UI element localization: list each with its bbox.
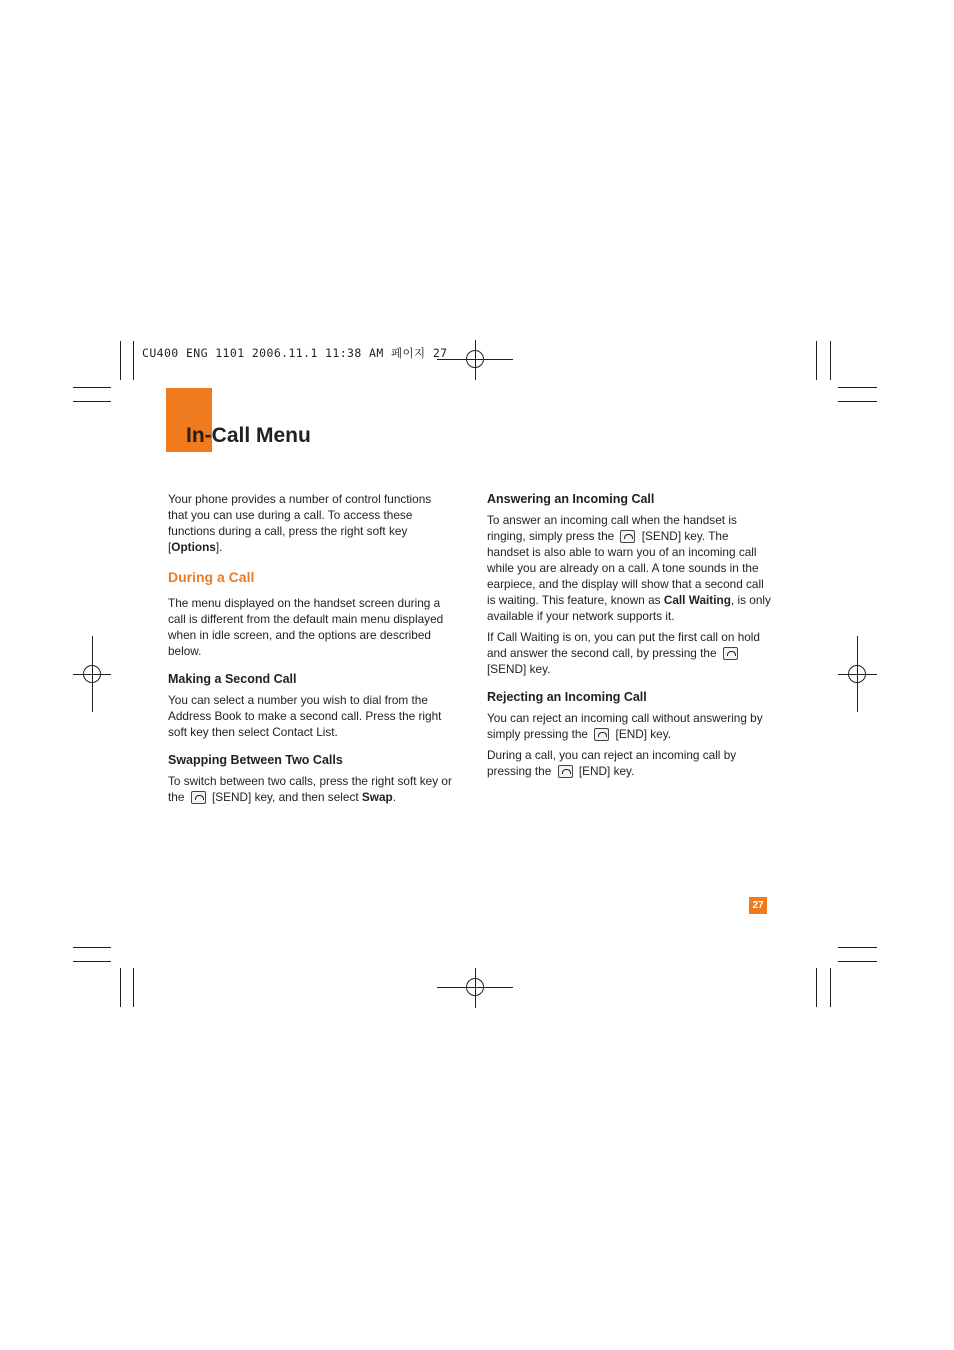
title-rest: Call Menu xyxy=(211,424,311,447)
left-column xyxy=(168,491,453,810)
send-key-icon xyxy=(191,791,206,804)
end-key-icon xyxy=(558,765,573,778)
during-call-text: The menu displayed on the handset screen during a call is different from the default main menu displayed when in idle screen, and the options are described below. xyxy=(168,596,444,658)
title-prefix: In- xyxy=(186,424,212,447)
reject-call-heading: Rejecting an Incoming Call xyxy=(487,690,647,704)
end-key-icon xyxy=(594,728,609,741)
second-call-text: You can select a number you wish to dial from the Address Book to make a second call. Press the right soft key then select Contact List. xyxy=(168,693,442,739)
reject-call-text-2: During a call, you can reject an incoming call by pressing the [END] key. xyxy=(487,748,737,778)
send-key-icon xyxy=(723,647,738,660)
swap-keyword: Swap xyxy=(361,790,393,804)
reject-call-text-1: You can reject an incoming call without answering by simply pressing the [END] key. xyxy=(487,711,763,741)
page-title xyxy=(186,424,311,448)
send-key-icon xyxy=(620,530,635,543)
swap-calls-text: To switch between two calls, press the right soft key or the [SEND] key, and then select Swap. xyxy=(168,774,452,804)
answer-call-heading: Answering an Incoming Call xyxy=(487,492,655,506)
second-call-heading: Making a Second Call xyxy=(168,672,297,686)
options-keyword: Options xyxy=(171,540,216,554)
page-number: 27 xyxy=(749,897,767,914)
intro-paragraph: Your phone provides a number of control functions that you can use during a call. To access these functions during a call, press the right soft key [Options]. xyxy=(168,492,432,554)
right-column xyxy=(487,479,772,784)
call-waiting-text: If Call Waiting is on, you can put the first call on hold and answer the second call, by pressing the [SEND] key. xyxy=(487,630,760,676)
during-call-heading: During a Call xyxy=(168,569,255,585)
print-slug-line: CU400 ENG 1101 2006.11.1 11:38 AM 페이지 27 xyxy=(142,346,448,360)
swap-calls-heading: Swapping Between Two Calls xyxy=(168,753,343,767)
call-waiting-keyword: Call Waiting xyxy=(663,593,731,607)
answer-call-text: To answer an incoming call when the handset is ringing, simply press the [SEND] key. The handset is also able to warn you of an incoming call while you are already on a call. A tone sounds in the earpiece, and the display will show that a second call is waiting. This feature, known as Call Waiting, is only available if your network supports it. xyxy=(487,513,771,623)
